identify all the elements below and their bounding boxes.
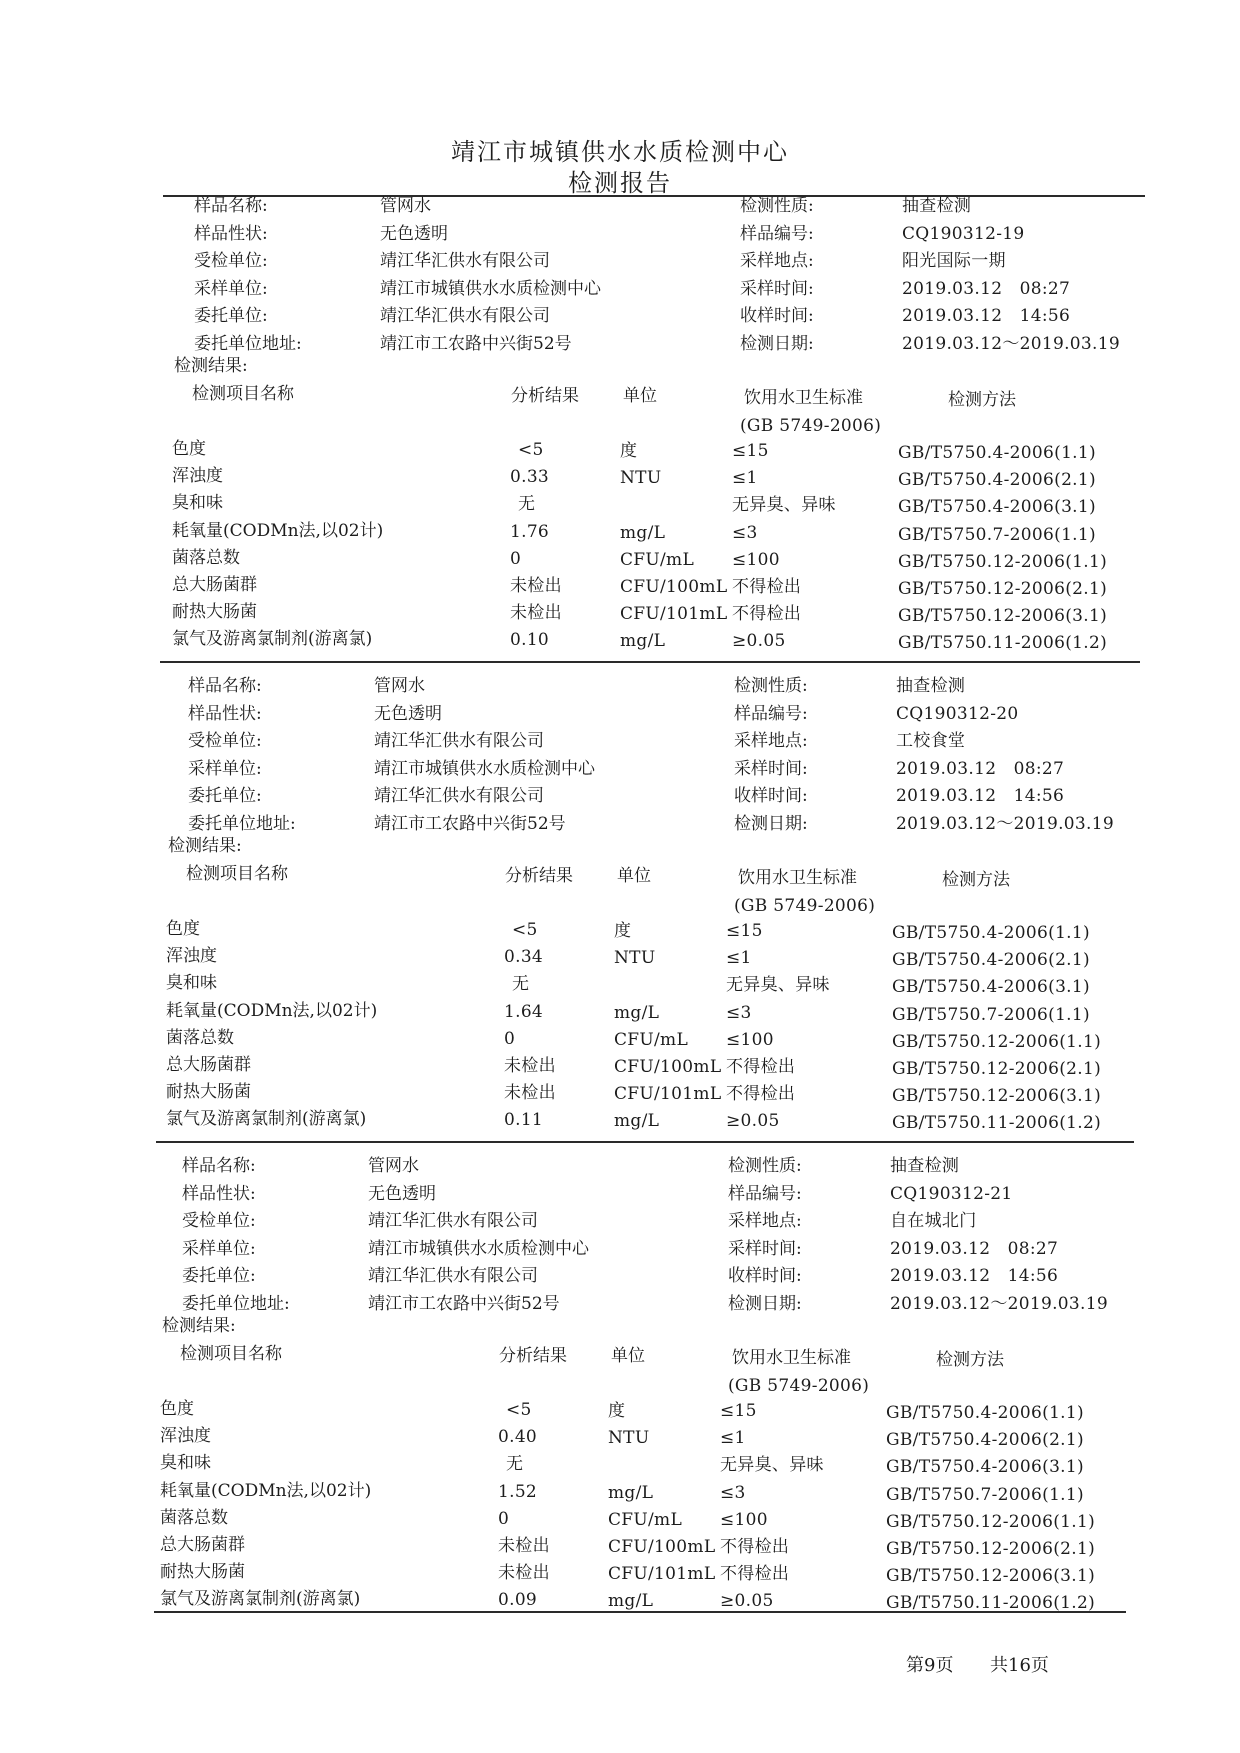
col-header-method: 检测方法 [936,1350,1004,1370]
row-method: GB/T5750.11-2006(1.2) [898,633,1108,654]
state-value: 无色透明 [380,223,448,244]
row-method: GB/T5750.11-2006(1.2) [892,1113,1102,1134]
row-item: 氯气及游离氯制剂(游离氯) [160,1589,361,1610]
sampler-value: 靖江市城镇供水水质检测中心 [368,1238,589,1259]
nature-value: 抽查检测 [896,676,966,696]
row-standard: ≤100 [732,549,780,570]
address-label: 委托单位地址: [194,333,302,354]
client-value: 靖江华汇供水有限公司 [368,1266,538,1286]
row-method: GB/T5750.12-2006(3.1) [892,1086,1102,1107]
nature-value: 抽查检测 [890,1156,960,1176]
client-value: 靖江华汇供水有限公司 [380,306,550,326]
address-value: 靖江市工农路中兴街52号 [368,1293,560,1314]
address-label: 委托单位地址: [182,1293,290,1314]
row-item: 臭和味 [160,1453,211,1474]
col-header-unit: 单位 [623,386,657,406]
name-value: 管网水 [380,196,431,216]
report-org-title: 靖江市城镇供水水质检测中心 [451,138,789,166]
name-label: 样品名称: [194,196,268,216]
row-item: 浑浊度 [172,466,223,487]
state-label: 样品性状: [182,1183,256,1204]
site-label: 采样地点: [734,731,808,751]
row-standard: ≥0.05 [720,1591,774,1612]
row-method: GB/T5750.12-2006(3.1) [898,606,1108,627]
row-result: 0 [510,548,522,569]
row-method: GB/T5750.7-2006(1.1) [886,1484,1084,1505]
col-header-standard-ref: (GB 5749-2006) [734,896,876,916]
row-standard: ≤15 [726,921,763,941]
inspected-value: 靖江华汇供水有限公司 [380,251,550,271]
row-item: 色度 [166,919,200,939]
sample-block-1 [166,198,1126,668]
row-result: 0.10 [510,630,550,651]
row-unit: CFU/100mL [614,1057,722,1077]
inspected-label: 受检单位: [194,251,268,271]
client-label: 委托单位: [182,1266,256,1286]
row-unit: CFU/100mL [608,1537,716,1557]
code-label: 样品编号: [734,703,808,724]
row-item: 耐热大肠菌 [166,1082,251,1103]
row-result: 无 [518,494,536,515]
sample-block-2 [160,678,1120,1148]
site-value: 自在城北门 [890,1211,977,1231]
receive-time-label: 收样时间: [728,1266,802,1286]
name-label: 样品名称: [188,676,262,696]
row-item: 耗氧量(CODMn法,以02计) [160,1480,372,1501]
row-item: 耐热大肠菌 [160,1562,245,1583]
row-method: GB/T5750.4-2006(2.1) [898,470,1096,491]
col-header-result: 分析结果 [511,386,579,406]
row-standard: 不得检出 [732,577,802,597]
row-standard: ≤100 [720,1509,768,1530]
address-value: 靖江市工农路中兴街52号 [380,333,572,354]
col-header-standard-ref: (GB 5749-2006) [740,416,882,436]
row-item: 氯气及游离氯制剂(游离氯) [166,1109,367,1130]
col-header-result: 分析结果 [499,1346,567,1366]
row-item: 总大肠菌群 [160,1535,245,1555]
row-item: 耗氧量(CODMn法,以02计) [166,1000,378,1021]
page-number: 第9页 [906,1655,954,1676]
row-unit: NTU [608,1428,650,1449]
row-method: GB/T5750.12-2006(3.1) [886,1566,1096,1587]
row-result: 未检出 [510,576,562,596]
sampler-value: 靖江市城镇供水水质检测中心 [380,278,601,299]
row-result: 0.40 [498,1427,538,1448]
col-header-standard: 饮用水卫生标准 [732,1348,851,1368]
row-result: 无 [512,974,530,995]
row-standard: 不得检出 [726,1084,796,1105]
row-standard: ≥0.05 [726,1111,780,1132]
site-label: 采样地点: [728,1211,802,1231]
row-unit: mg/L [614,1111,660,1132]
col-header-standard-ref: (GB 5749-2006) [728,1376,870,1396]
row-item: 色度 [172,439,206,459]
row-unit: 度 [620,441,638,461]
state-label: 样品性状: [194,223,268,244]
code-label: 样品编号: [740,223,814,244]
receive-time-label: 收样时间: [734,786,808,806]
row-unit: mg/L [620,522,666,543]
row-result: 未检出 [510,603,562,624]
nature-label: 检测性质: [728,1156,802,1176]
row-result: 0 [498,1508,510,1529]
col-header-unit: 单位 [617,866,651,886]
row-method: GB/T5750.4-2006(3.1) [892,977,1090,998]
page-total: 共16页 [990,1655,1049,1676]
sample-time-label: 采样时间: [734,758,808,779]
code-label: 样品编号: [728,1183,802,1204]
row-method: GB/T5750.4-2006(3.1) [886,1457,1084,1478]
row-unit: mg/L [614,1002,660,1023]
row-standard: ≤1 [726,948,752,969]
row-item: 耐热大肠菌 [172,602,257,623]
row-result: 1.76 [510,521,550,542]
row-standard: ≤100 [726,1029,774,1050]
row-method: GB/T5750.12-2006(1.1) [898,551,1108,572]
row-item: 菌落总数 [172,547,240,568]
row-standard: ≤15 [732,441,769,461]
name-value: 管网水 [368,1156,419,1176]
row-result: 0.34 [504,947,544,968]
row-unit: mg/L [608,1482,654,1503]
row-result: 0.11 [504,1110,544,1131]
row-item: 浑浊度 [160,1426,211,1447]
sampler-label: 采样单位: [188,758,262,779]
row-item: 氯气及游离氯制剂(游离氯) [172,629,373,650]
nature-label: 检测性质: [740,196,814,216]
row-standard: 无异臭、异味 [732,495,836,516]
col-header-item: 检测项目名称 [192,384,294,404]
sample-time-value: 2019.03.12 08:27 [902,278,1071,299]
row-method: GB/T5750.7-2006(1.1) [898,524,1096,545]
receive-time-value: 2019.03.12 14:56 [890,1266,1059,1286]
client-label: 委托单位: [194,306,268,326]
row-method: GB/T5750.4-2006(1.1) [898,443,1096,463]
row-method: GB/T5750.4-2006(2.1) [892,950,1090,971]
test-date-label: 检测日期: [728,1293,802,1314]
nature-value: 抽查检测 [902,196,972,216]
row-item: 菌落总数 [166,1027,234,1048]
row-standard: ≥0.05 [732,631,786,652]
row-item: 臭和味 [172,493,223,514]
row-result: <5 [506,1400,532,1420]
row-standard: ≤15 [720,1401,757,1421]
results-label: 检测结果: [168,836,242,856]
address-value: 靖江市工农路中兴街52号 [374,813,566,834]
row-result: 0.09 [498,1590,538,1611]
state-value: 无色透明 [368,1183,436,1204]
row-method: GB/T5750.4-2006(1.1) [886,1403,1084,1423]
sample-time-label: 采样时间: [728,1238,802,1259]
row-standard: 不得检出 [726,1057,796,1077]
row-result: 未检出 [498,1536,550,1556]
col-header-standard: 饮用水卫生标准 [744,388,863,408]
row-method: GB/T5750.4-2006(1.1) [892,923,1090,943]
row-unit: CFU/101mL [614,1084,722,1105]
sample-block-3 [154,1158,1114,1628]
col-header-result: 分析结果 [505,866,573,886]
row-method: GB/T5750.12-2006(2.1) [898,579,1108,599]
row-unit: CFU/101mL [620,604,728,625]
row-result: 1.64 [504,1001,544,1022]
client-label: 委托单位: [188,786,262,806]
site-label: 采样地点: [740,251,814,271]
row-result: 未检出 [504,1056,556,1076]
col-header-method: 检测方法 [942,870,1010,890]
col-header-item: 检测项目名称 [180,1344,282,1364]
code-value: CQ190312-21 [890,1183,1013,1204]
results-label: 检测结果: [162,1316,236,1336]
row-result: 0 [504,1028,516,1049]
site-value: 阳光国际一期 [902,251,1006,271]
row-standard: ≤1 [720,1428,746,1449]
test-date-label: 检测日期: [734,813,808,834]
sampler-label: 采样单位: [182,1238,256,1259]
inspected-value: 靖江华汇供水有限公司 [368,1211,538,1231]
report-title: 检测报告 [568,169,672,197]
receive-time-label: 收样时间: [740,306,814,326]
row-method: GB/T5750.12-2006(2.1) [886,1539,1096,1559]
row-unit: NTU [620,468,662,489]
col-header-unit: 单位 [611,1346,645,1366]
divider [163,195,1145,197]
row-result: <5 [512,920,538,940]
row-item: 总大肠菌群 [166,1055,251,1075]
col-header-item: 检测项目名称 [186,864,288,884]
inspected-label: 受检单位: [188,731,262,751]
row-item: 总大肠菌群 [172,575,257,595]
code-value: CQ190312-19 [902,223,1025,244]
row-unit: mg/L [620,631,666,652]
receive-time-value: 2019.03.12 14:56 [902,306,1071,326]
client-value: 靖江华汇供水有限公司 [374,786,544,806]
row-item: 浑浊度 [166,946,217,967]
row-standard: ≤3 [720,1482,746,1503]
inspected-value: 靖江华汇供水有限公司 [374,731,544,751]
row-unit: 度 [608,1401,626,1421]
code-value: CQ190312-20 [896,703,1019,724]
row-standard: 不得检出 [732,604,802,625]
row-standard: 无异臭、异味 [720,1455,824,1476]
row-item: 菌落总数 [160,1507,228,1528]
test-date-value: 2019.03.12～2019.03.19 [896,813,1114,834]
row-method: GB/T5750.4-2006(3.1) [898,497,1096,518]
row-unit: CFU/mL [608,1509,683,1530]
row-item: 色度 [160,1399,194,1419]
row-unit: CFU/101mL [608,1564,716,1585]
sample-time-value: 2019.03.12 08:27 [896,758,1065,779]
name-value: 管网水 [374,676,425,696]
row-standard: 不得检出 [720,1564,790,1585]
test-date-value: 2019.03.12～2019.03.19 [890,1293,1108,1314]
row-item: 耗氧量(CODMn法,以02计) [172,520,384,541]
row-item: 臭和味 [166,973,217,994]
receive-time-value: 2019.03.12 14:56 [896,786,1065,806]
col-header-method: 检测方法 [948,390,1016,410]
row-standard: 无异臭、异味 [726,975,830,996]
row-unit: NTU [614,948,656,969]
sampler-label: 采样单位: [194,278,268,299]
sample-time-label: 采样时间: [740,278,814,299]
row-standard: ≤3 [732,522,758,543]
row-standard: 不得检出 [720,1537,790,1557]
sampler-value: 靖江市城镇供水水质检测中心 [374,758,595,779]
row-method: GB/T5750.12-2006(2.1) [892,1059,1102,1079]
row-method: GB/T5750.7-2006(1.1) [892,1004,1090,1025]
row-result: 无 [506,1454,524,1475]
sample-time-value: 2019.03.12 08:27 [890,1238,1059,1259]
row-method: GB/T5750.11-2006(1.2) [886,1593,1096,1614]
row-method: GB/T5750.12-2006(1.1) [892,1031,1102,1052]
row-method: GB/T5750.4-2006(2.1) [886,1430,1084,1451]
row-unit: mg/L [608,1591,654,1612]
test-date-value: 2019.03.12～2019.03.19 [902,333,1120,354]
row-method: GB/T5750.12-2006(1.1) [886,1511,1096,1532]
name-label: 样品名称: [182,1156,256,1176]
row-result: 未检出 [504,1083,556,1104]
row-unit: 度 [614,921,632,941]
state-label: 样品性状: [188,703,262,724]
row-unit: CFU/mL [614,1029,689,1050]
nature-label: 检测性质: [734,676,808,696]
col-header-standard: 饮用水卫生标准 [738,868,857,888]
row-standard: ≤1 [732,468,758,489]
row-result: 1.52 [498,1481,538,1502]
row-result: 0.33 [510,467,550,488]
test-date-label: 检测日期: [740,333,814,354]
results-label: 检测结果: [174,356,248,376]
row-unit: CFU/mL [620,549,695,570]
row-standard: ≤3 [726,1002,752,1023]
row-result: 未检出 [498,1563,550,1584]
address-label: 委托单位地址: [188,813,296,834]
state-value: 无色透明 [374,703,442,724]
site-value: 工校食堂 [896,731,966,751]
row-unit: CFU/100mL [620,577,728,597]
row-result: <5 [518,440,544,460]
inspected-label: 受检单位: [182,1211,256,1231]
